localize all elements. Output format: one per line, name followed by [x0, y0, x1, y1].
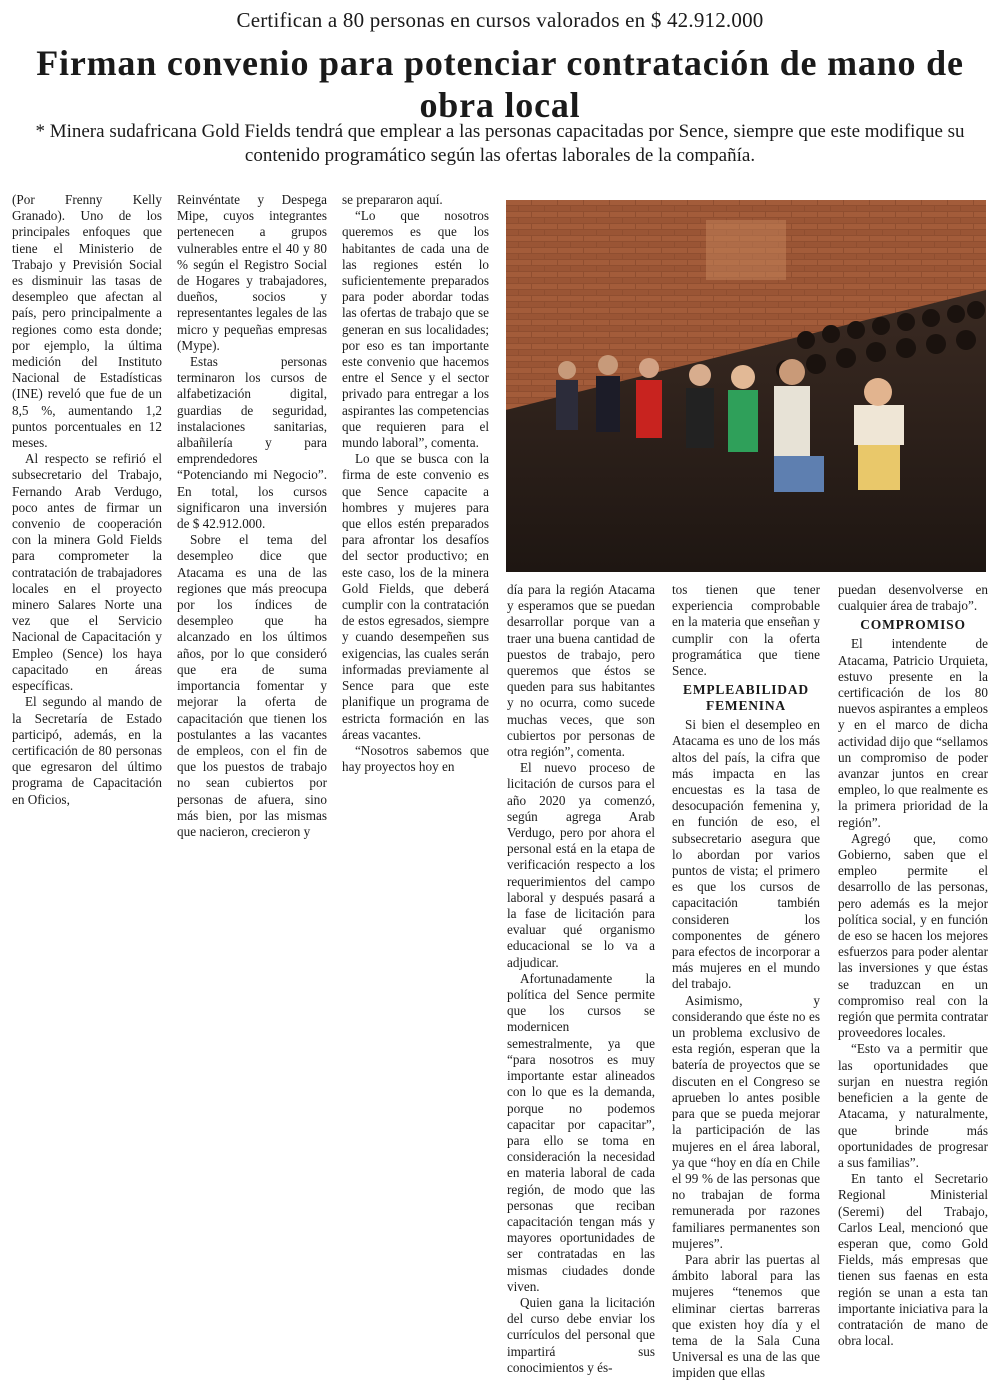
paragraph: El intendente de Atacama, Patricio Urquieta, estuvo presente en la certificación de los 80 nuevos aspirantes a empleos y en el marco de dicha actividad dijo que “sellamos un compromiso de poder avanzar juntos en crear empleo, lo que realmente es la primera prioridad de la región”. — [838, 636, 988, 830]
article-column-1 — [12, 192, 162, 808]
paragraph: El segundo al mando de la Secretaría de Estado participó, además, en la certificación de 80 personas que egresaron del último programa de Capacitación en Oficios, — [12, 694, 162, 807]
paragraph: “Esto va a permitir que las oportunidades que surjan en nuestra región beneficien a la gente de Atacama, y naturalmente, que brinde más oportunidades de progresar a sus familias”. — [838, 1041, 988, 1170]
article-column-4 — [507, 582, 655, 1376]
paragraph: Si bien el desempleo en Atacama es uno de los más altos del país, la cifra que más impacta en las encuestas es la tasa de desocupación femenina y, en función de eso, el subsecretario asegura que lo abordan por varios puntos de vista; el primero es que los cursos de capacitación también consideren los componentes de género para efectos de incorporar a más mujeres en el mundo del trabajo. — [672, 717, 820, 992]
article-column-2 — [177, 192, 327, 840]
paragraph: día para la región Atacama y esperamos que se puedan desarrollar porque van a traer una buena cantidad de puestos de trabajo, pero queremos que éstos se queden para sus habitantes y no ocurra, como sucede muchas veces, que son cubiertos por personas de otra región”, comenta. — [507, 582, 655, 760]
paragraph: Reinvéntate y Despega Mipe, cuyos integrantes pertenecen a grupos vulnerables entre el 40 y 80 % según el Registro Social de Hogares y trabajadores, dueños, socios y representantes legales de las micro y pequeñas empresas (Mype). — [177, 192, 327, 353]
window-light — [706, 220, 786, 280]
article-column-3 — [342, 192, 489, 775]
section-heading: EMPLEABILIDAD FEMENINA — [683, 682, 809, 714]
paragraph: “Nosotros sabemos que hay proyectos hoy en — [342, 742, 489, 775]
paragraph: Asimismo, y considerando que éste no es un problema exclusivo de esta región, esperan que la batería de proyectos que se discuten en el Congreso se aprueben lo antes posible para que se pueda mejorar la participación de las mujeres en el área laboral, ya que “hoy en día en Chile el 99 % de las personas que no trabajan de forma remunerada por razones familiares permanentes son mujeres”. — [672, 992, 820, 1251]
paragraph: se prepararon aquí. — [342, 192, 443, 207]
kicker: Certifican a 80 personas en cursos valorados en $ 42.912.000 — [236, 8, 764, 32]
headline: Firman convenio para potenciar contratación de mano de obra local — [36, 43, 964, 125]
article-column-5 — [672, 582, 820, 1382]
paragraph: Al respecto se refirió el subsecretario del Trabajo, Fernando Arab Verdugo, poco antes de firmar un convenio de cooperación con la minera Gold Fields para comprometer la contratación de trabajadores locales en el proyecto minero Salares Norte una vez que el Servicio Nacional de Capacitación y Empleo (Sence) los haya capacitado en áreas específicas. — [12, 451, 162, 694]
paragraph: Sobre el tema del desempleo dice que Atacama es una de las regiones que más preocupa por los índices de desempleo que ha alcanzado en los últimos años, por lo que consideró que era de suma importancia fomentar y mejorar la oferta de capacitación que tienen los postulantes a las vacantes de empleos, con el fin de que los puestos de trabajo no sean cubiertos por personas de afuera, sino más bien, por las mismas que nacieron, crecieron y — [177, 532, 327, 839]
paragraph: (Por Frenny Kelly Granado). Uno de los principales enfoques que tiene el Ministerio de Trabajo y Previsión Social es disminuir las tasas de desempleo que afectan al país, pero principalmente a regiones como esta donde; por ejemplo, la última medición del Instituto Nacional de Estadísticas (INE) reveló que fue de un 8,5 %, aumentando 1,2 puntos porcentuales en 12 meses. — [12, 192, 162, 451]
paragraph: Lo que se busca con la firma de este convenio es que Sence capacite a hombres y mujeres para que ellos estén preparados para afrontar los desafíos del sector productivo; en este caso, los de la minera Gold Fields, que deberá cumplir con la contratación de estos egresados, siempre y cuando desempeñen sus exigencias, las cuales serán informadas previamente al Sence para que este planifique un programa de estricta formación en las áreas vacantes. — [342, 451, 489, 742]
article-column-6 — [838, 582, 988, 1349]
paragraph: En tanto el Secretario Regional Ministerial (Seremi) del Trabajo, Carlos Leal, mencionó que esperan que, como Gold Fields, más empresas que tienen sus faenas en esta región se unan a esta tan importante iniciativa para la contratación de mano de obra local. — [838, 1171, 988, 1349]
paragraph: “Lo que nosotros queremos es que los habitantes de cada una de las regiones estén lo suficientemente preparados para poder abordar todas las ofertas de trabajo que se generan en sus localidades; por eso es tan importante este convenio que hacemos entre el Sence y el sector privado para entregar a los aspirantes las competencias que requieren para el mundo laboral”, comenta. — [342, 208, 489, 451]
paragraph: Afortunadamente la política del Sence permite que los cursos se modernicen semestralmente, ya que “para nosotros es muy importante estar alineados con lo que es la demanda, porque no podemos capacitar por capacitar”, para ello se toma en consideración la necesidad en materia laboral de cada región, de modo que las personas que reciban capacitación tengan más y mayores oportunidades de ser contratadas en las mismas ciudades donde viven. — [507, 970, 655, 1294]
paragraph: Quien gana la licitación del curso debe enviar los currículos del personal que impartirá sus conocimientos y és- — [507, 1294, 655, 1375]
deck: * Minera sudafricana Gold Fields tendrá que emplear a las personas capacitadas por Sence, siempre que este modifique su contenido programático según las ofertas laborales de la compañía. — [35, 121, 965, 166]
section-heading: COMPROMISO — [860, 617, 966, 633]
paragraph: Estas personas terminaron los cursos de alfabetización digital, guardias de seguridad, instalaciones sanitarias, albañilería y para emprendedores “Potenciando mi Negocio”. En total, los cursos significaron una inversión de $ 42.912.000. — [177, 354, 327, 532]
paragraph: puedan desenvolverse en cualquier área de trabajo”. — [838, 582, 988, 614]
paragraph: tos tienen que tener experiencia comprobable en la materia que enseñan y cumplir con la oferta programática que tiene Sence. — [672, 582, 820, 679]
article-photo — [506, 200, 986, 572]
paragraph: Agregó que, como Gobierno, saben que el empleo permite el desarrollo de las personas, pero además es la mejor política social, y en función de eso se hacen los mejores esfuerzos para poder alentar las inversiones y que éstas se traduzcan en un compromiso real con la región que permita contratar proveedores locales. — [838, 830, 988, 1041]
paragraph: El nuevo proceso de licitación de cursos para el año 2020 ya comenzó, según agrega Arab Verdugo, pero por ahora el personal está en la etapa de verificación respecto a los requerimientos del campo laboral y después pasará a la fase de licitación para evaluar qué organismo educacional se lo va a adjudicar. — [507, 760, 655, 970]
paragraph: Para abrir las puertas al ámbito laboral para las mujeres “tenemos que eliminar ciertas barreras que existen hoy día y el tema de la Sala Cuna Universal es una de las que impiden que ellas — [672, 1251, 820, 1381]
